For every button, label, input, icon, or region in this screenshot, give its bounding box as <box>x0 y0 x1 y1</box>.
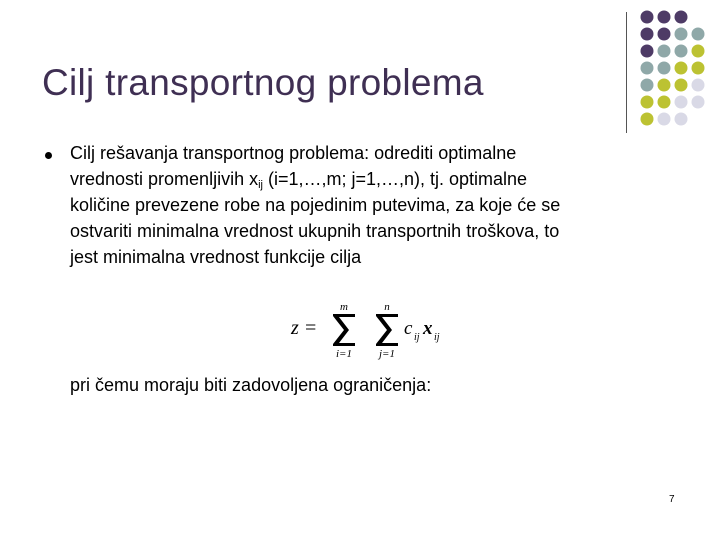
variable-subscript: ij <box>258 179 263 191</box>
decorative-dot-olive <box>692 45 705 58</box>
decorative-dot-olive <box>658 96 671 109</box>
decorative-dot-teal <box>641 79 654 92</box>
formula-lhs: z = <box>291 317 318 339</box>
decorative-dot-lavender <box>658 113 671 126</box>
decorative-dot-purple <box>658 28 671 41</box>
bullet-line-3: količine prevezene robe na pojedinim putevima, za koje će se <box>70 195 561 215</box>
decorative-dot-lavender <box>675 113 688 126</box>
bullet-icon <box>45 152 52 159</box>
decorative-dot-olive <box>658 79 671 92</box>
bullet-line-2-post: (i=1,…,m; j=1,…,n), tj. optimalne <box>262 169 528 189</box>
formula-c: c <box>404 318 413 339</box>
bullet-line-2-pre: vrednosti promenljivih x <box>70 169 259 189</box>
summation-icon-2 <box>376 314 398 346</box>
decorative-dot-teal <box>658 45 671 58</box>
formula-c-subscript: ij <box>414 332 420 343</box>
decorative-dot-lavender <box>692 96 705 109</box>
decorative-dot-purple <box>641 11 654 24</box>
decorative-dot-purple <box>658 11 671 24</box>
sum1-upper-limit: m <box>340 301 348 313</box>
decorative-dot-olive <box>675 79 688 92</box>
page-number: 7 <box>669 494 675 505</box>
decorative-dot-purple <box>675 11 688 24</box>
sum1-lower-limit: i=1 <box>336 348 352 360</box>
bullet-line-5: jest minimalna vrednost funkcije cilja <box>70 247 362 267</box>
bullet-line-2 <box>70 166 680 192</box>
decorative-dot-lavender <box>692 79 705 92</box>
bullet-line-4: ostvariti minimalna vrednost ukupnih transportnih troškova, to <box>70 221 560 241</box>
decorative-dot-teal <box>658 62 671 75</box>
decorative-dot-teal <box>641 62 654 75</box>
formula-x-subscript: ij <box>434 332 440 343</box>
slide-title: Cilj transportnog problema <box>42 62 484 103</box>
decorative-dot-olive <box>692 62 705 75</box>
sum2-upper-limit: n <box>384 301 390 313</box>
decorative-dot-teal <box>675 45 688 58</box>
sum2-lower-limit: j=1 <box>379 348 395 360</box>
bullet-line-1: Cilj rešavanja transportnog problema: odrediti optimalne <box>70 143 517 163</box>
decorative-dot-olive <box>675 62 688 75</box>
formula-x: x <box>423 318 433 339</box>
decorative-dot-grid <box>0 0 720 140</box>
decorative-dot-teal <box>692 28 705 41</box>
decorative-dot-lavender <box>675 96 688 109</box>
decorative-dot-teal <box>675 28 688 41</box>
summation-icon-1 <box>333 314 355 346</box>
decorative-dot-purple <box>641 45 654 58</box>
decorative-dot-olive <box>641 96 654 109</box>
constraints-intro-text: pri čemu moraju biti zadovoljena ograničenja: <box>70 375 432 395</box>
decorative-dot-olive <box>641 113 654 126</box>
objective-function-formula <box>287 298 457 364</box>
decorative-dot-purple <box>641 28 654 41</box>
bullet-paragraph <box>70 140 680 270</box>
